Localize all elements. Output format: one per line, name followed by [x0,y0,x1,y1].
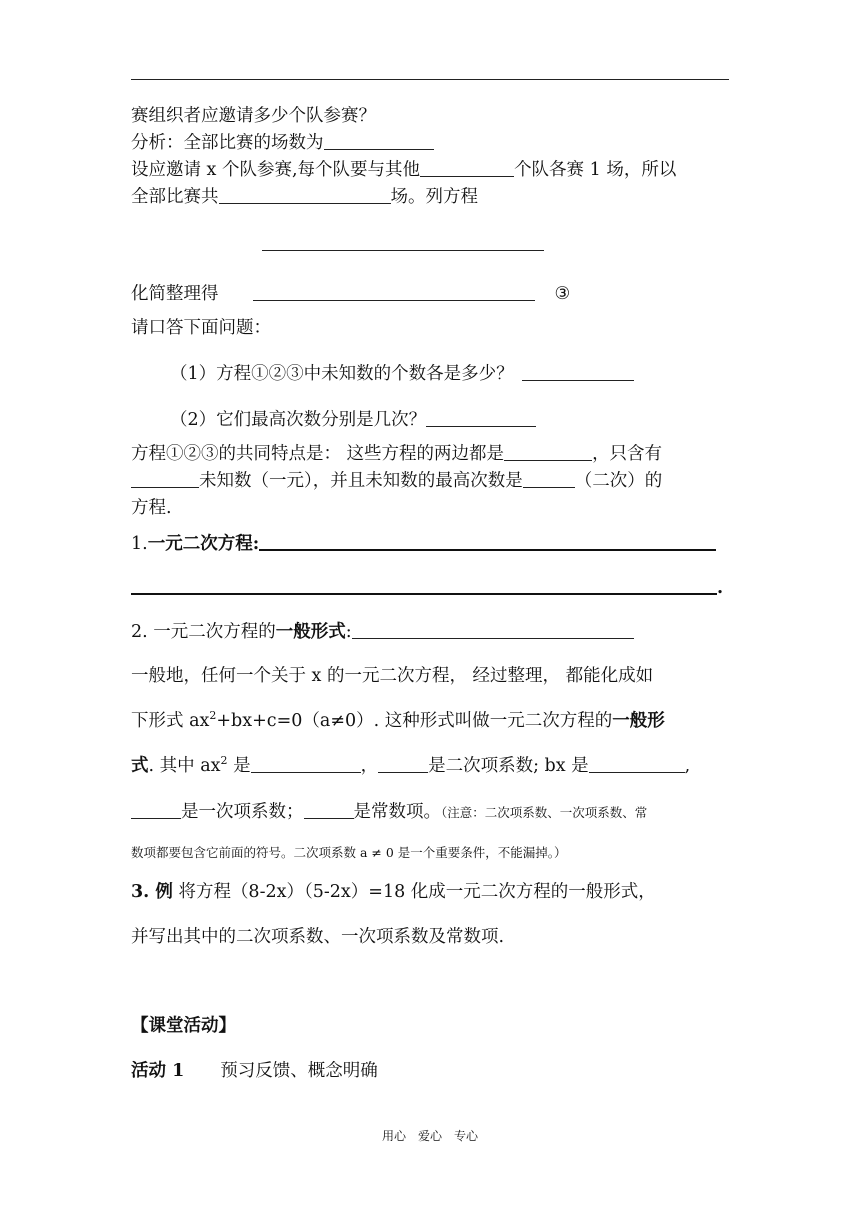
text-line: 请口答下面问题： [131,318,271,338]
text-line: 式. 其中 $ax^2$ 是 ， 是二次项系数; bx 是 , [131,754,691,776]
text-line: 下形式 $ax^2+bx+c=0(a\ne 0)$. 这种形式叫做一元二次方程的一般形 [131,709,665,731]
text-line: 方程①②③的共同特点是： 这些方程的两边都是 ，只含有 [131,444,663,464]
text-line: 并写出其中的二次项系数、一次项系数及常数项. [131,927,505,947]
text-line: 赛组织者应邀请多少个队参赛？ [131,106,376,126]
question-1: （1）方程①②③中未知数的个数各是多少？ [170,362,634,386]
answer-blank[interactable] [131,469,199,488]
definition-2: 2. 一元二次方程的一般形式: [131,620,634,644]
example-3: 3. 例 将方程（8-2x）（5-2x）=18 化成一元二次方程的一般形式， [131,882,656,902]
text-line: 一般地，任何一个关于 x 的一元二次方程， 经过整理， 都能化成如 [131,666,654,686]
question-2: （2）它们最高次数分别是几次？ [170,408,536,432]
answer-blank[interactable] [304,800,354,819]
section-heading: 【课堂活动】 [131,1016,236,1036]
answer-blank[interactable] [259,531,716,551]
answer-blank[interactable] [504,442,592,461]
answer-blank[interactable] [219,185,391,204]
answer-blank[interactable] [262,232,544,251]
text-line: 方程. [131,498,172,518]
answer-blank[interactable] [378,754,428,773]
answer-blank[interactable] [251,754,361,773]
equation-blank-line [262,232,544,256]
definition-1-continued: . [131,575,723,600]
text-line: 是一次项系数； 是常数项。（注意：二次项系数、一次项系数、常 [131,800,647,825]
answer-blank[interactable] [352,620,634,639]
text-line: 全部比赛共 场。列方程 [131,187,478,207]
answer-blank[interactable] [522,362,634,381]
page-footer: 用心 爱心 专心 [381,1129,479,1143]
text-line: 设应邀请 x 个队参赛,每个队要与其他 个队各赛 1 场，所以 [131,160,677,180]
header-rule [131,79,729,80]
text-line: 化简整理得 ③ [131,284,571,304]
definition-1: 1.一元二次方程: [131,531,716,556]
note-line: 数项都要包含它前面的符号。二次项系数 a ≠ 0 是一个重要条件，不能漏掉。） [131,845,567,860]
answer-blank[interactable] [589,754,685,773]
activity-heading: 活动 1 预习反馈、概念明确 [131,1061,378,1081]
text-line: 未知数（一元），并且未知数的最高次数是 （二次）的 [131,469,662,493]
answer-blank[interactable] [131,575,717,595]
answer-blank[interactable] [523,469,575,488]
answer-blank[interactable] [420,158,514,177]
answer-blank[interactable] [426,408,536,427]
text-line: 分析：全部比赛的场数为 [131,131,434,155]
answer-blank[interactable] [253,282,535,301]
answer-blank[interactable] [324,131,434,150]
answer-blank[interactable] [131,800,181,819]
